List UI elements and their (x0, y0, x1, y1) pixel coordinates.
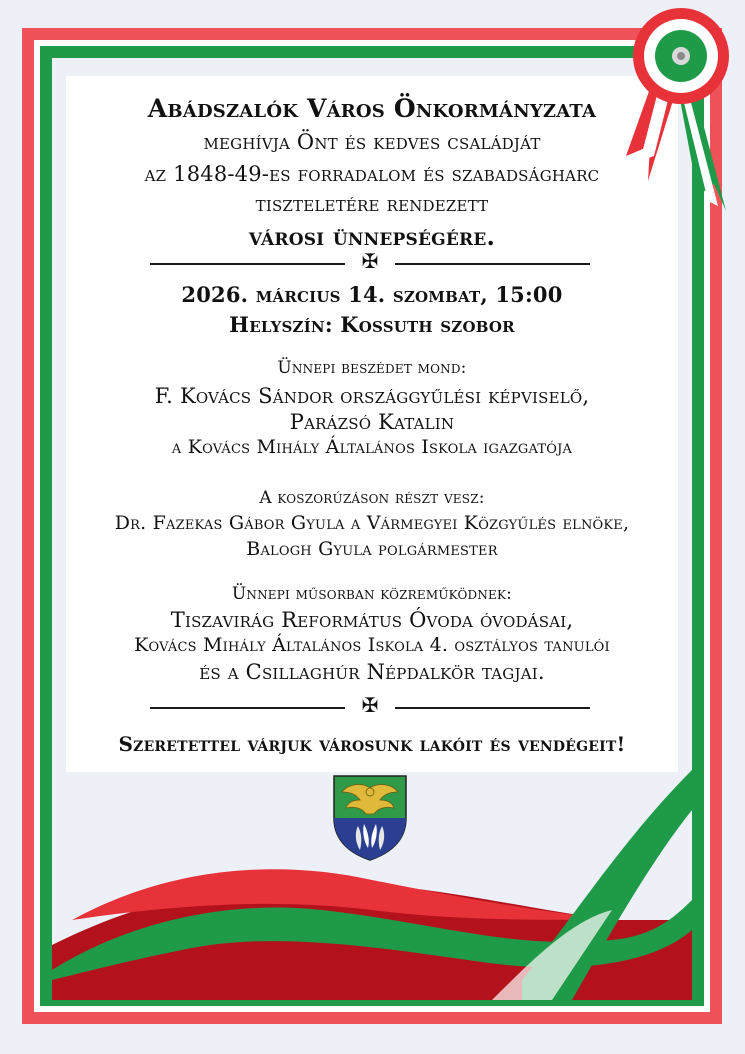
divider-top (150, 249, 590, 274)
invite-line: meghívja Önt és kedves családját (203, 130, 541, 154)
wreath-heading: A koszorúzáson részt vesz: (259, 488, 485, 508)
event-location: Helyszín: Kossuth szobor (229, 312, 515, 337)
program-2: Kovács Mihály Általános Iskola 4. osztályos tanulói (134, 634, 610, 656)
divider-bottom (150, 693, 590, 718)
event-datetime: 2026. március 14. szombat, 15:00 (181, 282, 563, 307)
coat-of-arms-icon (332, 774, 408, 862)
cross-ornament-icon-bottom: ✠ (361, 693, 379, 717)
program-3: és a Csillaghúr Népdalkör tagjai. (199, 660, 545, 684)
event-name: városi ünnepségére. (248, 222, 496, 251)
speaker-2-role: a Kovács Mihály Általános Iskola igazgatója (171, 436, 573, 458)
program-heading: Ünnepi műsorban közreműködnek: (231, 584, 513, 604)
speaker-1: F. Kovács Sándor országgyűlési képviselő, (154, 384, 590, 408)
closing-line: Szeretettel várjuk városunk lakóit és vendégeit! (118, 732, 626, 756)
wreath-2: Balogh Gyula polgármester (246, 538, 498, 560)
host-title: Abádszalók Város Önkormányzata (147, 94, 597, 123)
wreath-1: Dr. Fazekas Gábor Gyula a Vármegyei Közgyűlés elnöke, (114, 512, 630, 534)
program-1: Tiszavirág Református Óvoda óvodásai, (170, 608, 574, 632)
speaker-2: Parázsó Katalin (289, 410, 455, 434)
occasion-line: az 1848-49-es forradalom és szabadságharc (144, 162, 600, 186)
cross-ornament-icon: ✠ (361, 249, 379, 273)
speakers-heading: Ünnepi beszédet mond: (277, 358, 467, 378)
honor-line: tiszteletére rendezett (255, 192, 489, 216)
